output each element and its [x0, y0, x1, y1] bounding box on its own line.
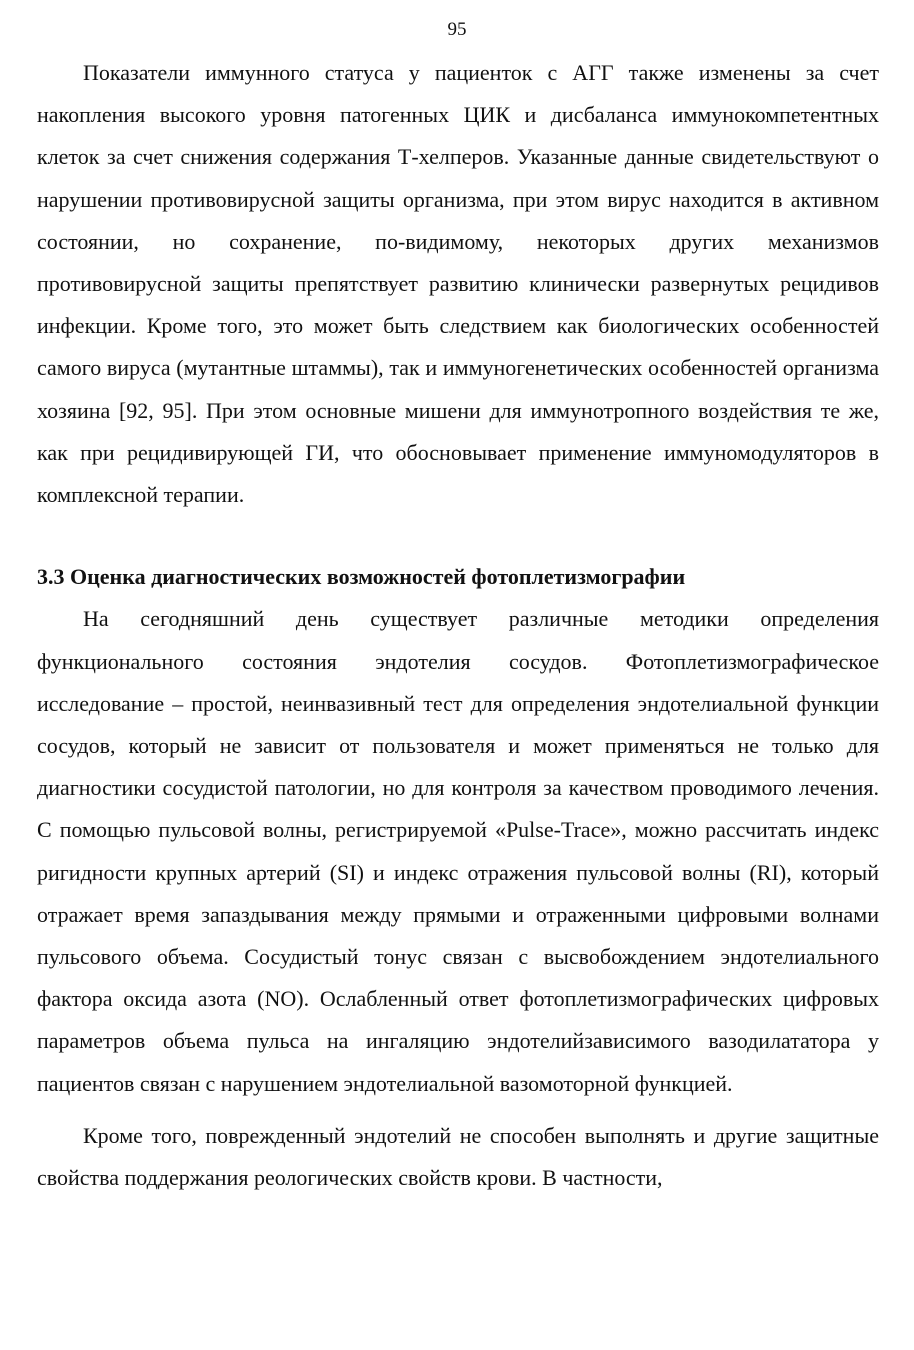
paragraph-immune-status: Показатели иммунного статуса у пациенток с АГГ также изменены за счет накопления высокого уровня патогенных ЦИК и дисбаланса иммунокомпетентных клеток за счет снижения содержания Т-хелперов. Указанные данные свидетельствуют о нарушении противовирусной защиты организма, при этом вирус находится в активном состоянии, но сохранение, по-видимому, некоторых других механизмов противовирусной защиты препятствует развитию клинически развернутых рецидивов инфекции. Кроме того, это может быть следствием как биологических особенностей самого вируса (мутантные штаммы), так и иммуногенетических особенностей организма хозяина [92, 95]. При этом основные мишени для иммунотропного воздействия те же, как при рецидивирующей ГИ, что обосновывает применение иммуномодуляторов в комплексной терапии.	[37, 60, 879, 508]
page-number: 95	[447, 19, 467, 40]
section-heading: 3.3 Оценка диагностических возможностей фотоплетизмографии	[37, 564, 686, 590]
paragraph-methods: На сегодняшний день существует различные методики определения функционального состояния эндотелия сосудов. Фотоплетизмографическое исследование – простой, неинвазивный тест для определения эндотелиальной функции сосудов, который не зависит от пользователя и может применяться не только для диагностики сосудистой патологии, но для контроля за качеством проводимого лечения. С помощью пульсовой волны, регистрируемой «Pulse-Trace», можно рассчитать индекс ригидности крупных артерий (SI) и индекс отражения пульсовой волны (RI), который отражает время запаздывания между прямыми и отраженными цифровыми волнами пульсового объема. Сосудистый тонус связан с высвобождением эндотелиального фактора оксида азота (NO). Ослабленный ответ фотоплетизмографических цифровых параметров объема пульса на ингаляцию эндотелийзависимого вазодилататора у пациентов связан с нарушением эндотелиальной вазомоторной функцией.	[37, 606, 879, 1096]
page-body	[37, 52, 879, 1199]
paragraph-endothelium: Кроме того, поврежденный эндотелий не способен выполнять и другие защитные свойства поддержания реологических свойств крови. В частности,	[37, 1122, 879, 1191]
